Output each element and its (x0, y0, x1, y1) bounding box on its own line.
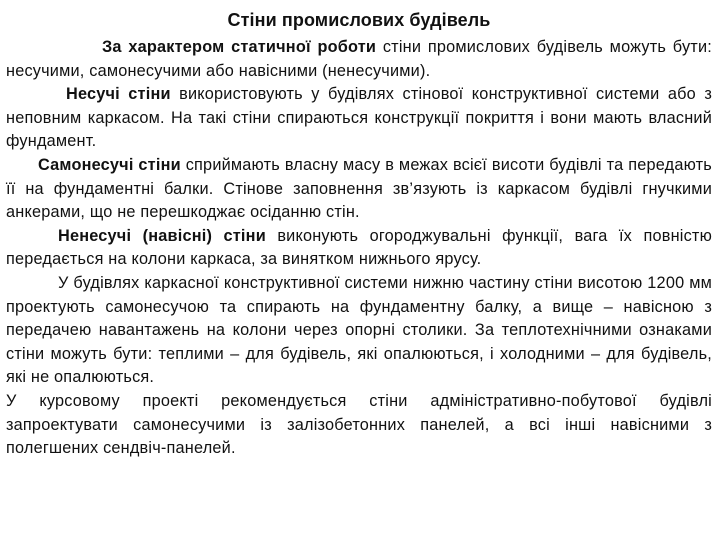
paragraph-frame-system: У будівлях каркасної конструктивної системи нижню частину стіни висотою 1200 мм проектують самонесучою та спирають на фундаментну балку, а вище – навісною з передачею навантажень на колони через опорні столики. За теплотехнічними ознаками стіни можуть бути: теплими – для будівель, які опалюються, і холодними – для будівель, які не опалюються. (6, 273, 712, 387)
paragraph-curtain-walls (6, 225, 712, 272)
paragraph-self-bearing-walls (6, 154, 712, 225)
term-bearing-walls: Несучі стіни (66, 85, 171, 104)
page-title: Стіни промислових будівель (227, 10, 491, 30)
paragraph-text: використовують у будівлях стінової конструктивної системи або з неповним каркасом. На такі стіни спираються конструкції покриття і вони мають власний фундамент. (6, 85, 712, 151)
paragraph-text: виконують огороджувальні функції, вага їх повністю передається на колони каркаса, за винятком нижнього ярусу. (6, 226, 712, 269)
paragraph-course-project: У курсовому проекті рекомендується стіни адміністративно-побутової будівлі запроектувати самонесучими із залізобетонних панелей, а всі інші навісними з полегшених сендвіч-панелей. (6, 391, 712, 458)
paragraph-text: стіни промислових будівель можуть бути: несучими, самонесучими або навісними (ненесучими). (6, 38, 712, 80)
paragraph-text: сприймають власну масу в межах всієї висоти будівлі та передають її на фундаментні балки. Стінове заповнення зв’язують із каркасом будівлі гнучкими анкерами, що не перешкоджає осіданню стін. (6, 155, 712, 222)
term-self-bearing-walls: Самонесучі стіни (38, 155, 181, 174)
paragraph-static-work (6, 36, 712, 83)
paragraph-bearing-walls (6, 83, 712, 154)
term-curtain-walls: Ненесучі (навісні) стіни (58, 226, 266, 245)
term-static-work: За характером статичної роботи (102, 38, 377, 56)
